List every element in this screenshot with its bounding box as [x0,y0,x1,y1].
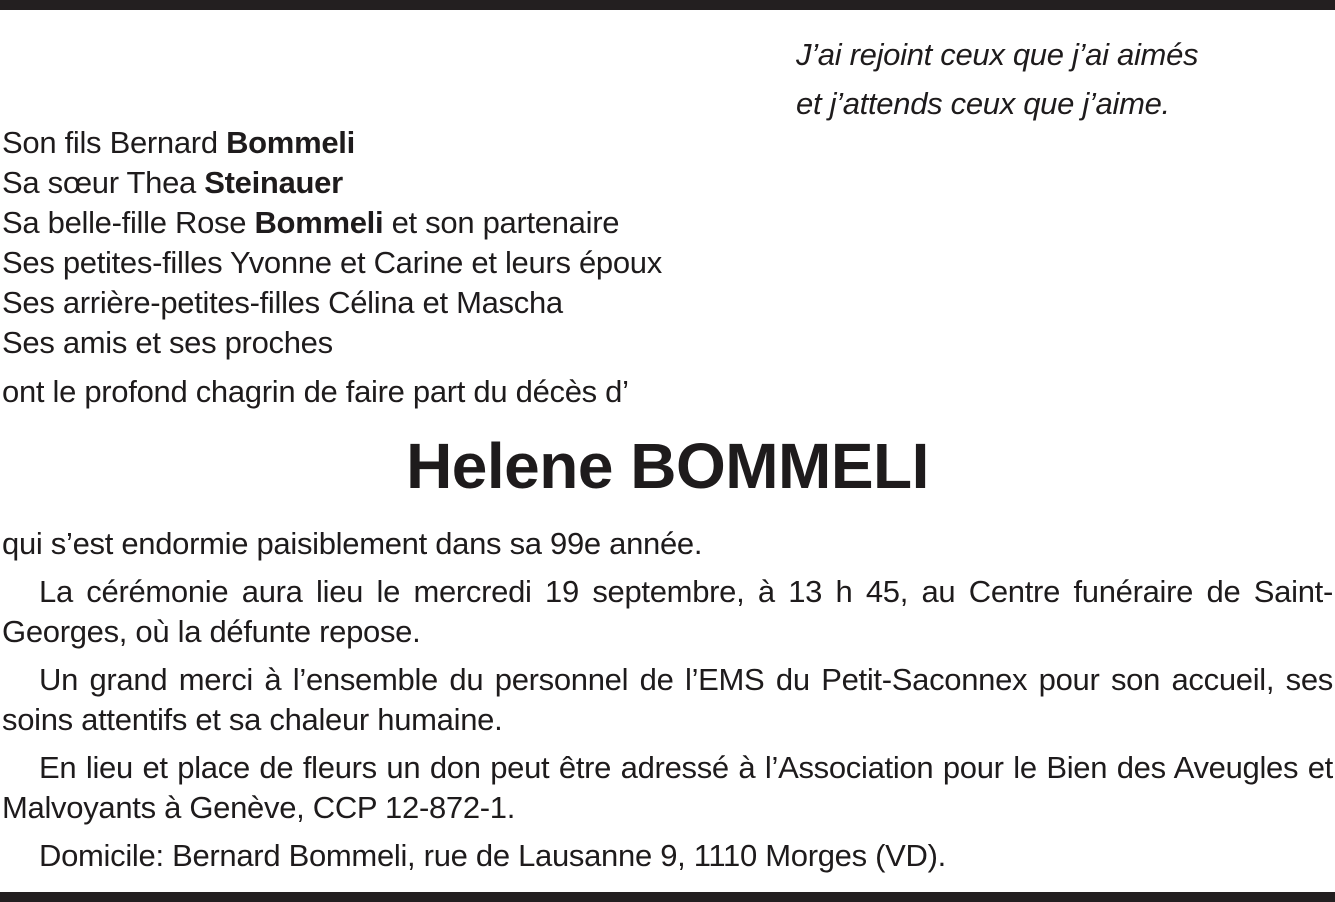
announcement-line: ont le profond chagrin de faire part du décès d’ [2,374,629,409]
epigraph-quote [796,30,1198,128]
epigraph-line-1: J’ai rejoint ceux que j’ai aimés [796,37,1199,72]
mourner-row [2,123,662,163]
donation-paragraph: En lieu et place de fleurs un don peut être adressé à l’Association pour le Bien des Aveugles et Malvoyants à Genève, CCP 12-872-1. [2,750,1333,825]
mourner-text: Son fils Bernard [2,125,227,160]
mourner-row [2,243,662,283]
mourner-row [2,163,662,203]
mourner-surname: Bommeli [254,205,384,240]
mourners-list [2,123,662,363]
mourner-text: Ses arrière-petites-filles Célina et Mascha [2,285,563,320]
mourner-text: Ses amis et ses proches [2,325,333,360]
intro-paragraph: qui s’est endormie paisiblement dans sa 99e année. [2,526,703,561]
mourner-row [2,283,662,323]
mourner-text: Sa sœur Thea [2,165,205,200]
mourner-text: Ses petites-filles Yvonne et Carine et leurs époux [2,245,662,280]
deceased-name: Helene BOMMELI [406,430,929,502]
domicile-paragraph: Domicile: Bernard Bommeli, rue de Lausanne 9, 1110 Morges (VD). [39,838,946,873]
bottom-border-rule [0,892,1335,902]
ceremony-paragraph: La cérémonie aura lieu le mercredi 19 septembre, à 13 h 45, au Centre funéraire de Saint-Georges, où la défunte repose. [2,574,1333,649]
epigraph-line-2: et j’attends ceux que j’aime. [796,86,1170,121]
thanks-paragraph: Un grand merci à l’ensemble du personnel de l’EMS du Petit-Saconnex pour son accueil, ses soins attentifs et sa chaleur humaine. [2,662,1333,737]
mourner-row [2,203,662,243]
top-border-rule [0,0,1335,10]
mourner-surname: Steinauer [204,165,343,200]
mourner-row [2,323,662,363]
mourner-after: et son partenaire [383,205,620,240]
mourner-text: Sa belle-fille Rose [2,205,255,240]
mourner-surname: Bommeli [226,125,355,160]
notice-body [2,524,1333,884]
